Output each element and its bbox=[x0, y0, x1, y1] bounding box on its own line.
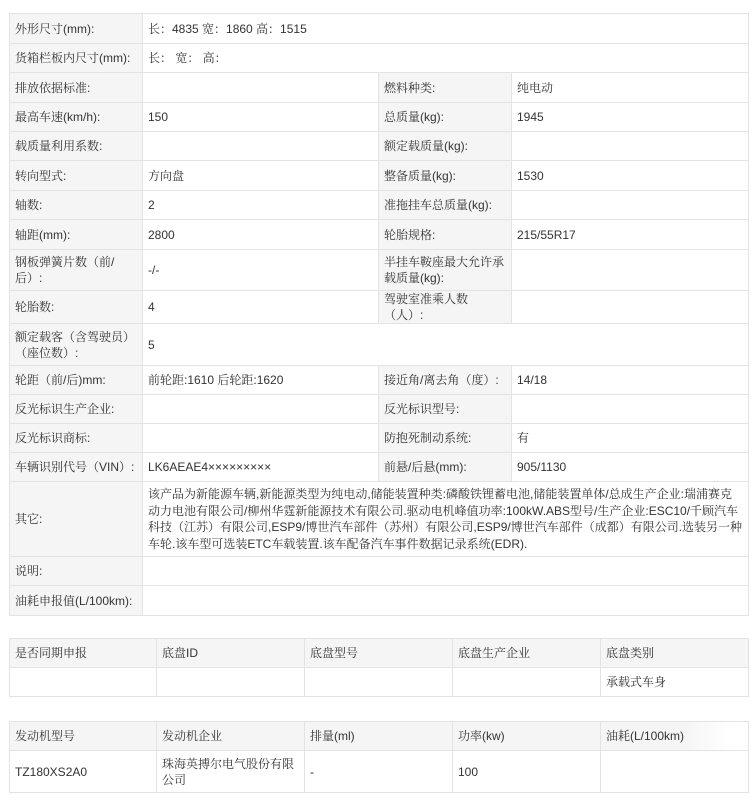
spec-value: 长：4835 宽：1860 高：1515 bbox=[143, 14, 749, 44]
chassis-header-chassis-id: 底盘ID bbox=[157, 639, 305, 668]
spec-value bbox=[143, 73, 379, 103]
spec-value: 4 bbox=[143, 291, 379, 324]
spec-row bbox=[10, 161, 749, 191]
engine-header-displacement: 排量(ml) bbox=[305, 722, 453, 751]
spec-label: 车辆识别代号（VIN）: bbox=[10, 453, 143, 482]
spec-label: 额定载质量(kg): bbox=[379, 132, 512, 161]
spec-label: 半挂车鞍座最大允许承载质量(kg): bbox=[379, 250, 512, 291]
spec-row bbox=[10, 73, 749, 103]
spec-label: 排放依据标准: bbox=[10, 73, 143, 103]
engine-model: TZ180XS2A0 bbox=[10, 751, 157, 793]
spec-label: 外形尺寸(mm): bbox=[10, 14, 143, 44]
spec-value bbox=[512, 191, 749, 220]
spec-value bbox=[512, 132, 749, 161]
chassis-data-row bbox=[10, 668, 749, 697]
spec-value: -/- bbox=[143, 250, 379, 291]
spec-row bbox=[10, 250, 749, 291]
spec-label: 总质量(kg): bbox=[379, 103, 512, 132]
spec-row bbox=[10, 557, 749, 586]
spec-value: LK6AEAE4××××××××× bbox=[143, 453, 379, 482]
spec-value: 14/18 bbox=[512, 366, 749, 395]
spec-value bbox=[143, 557, 749, 586]
chassis-header-manufacturer: 底盘生产企业 bbox=[453, 639, 601, 668]
spec-value: 方向盘 bbox=[143, 161, 379, 191]
spec-label: 最高车速(km/h): bbox=[10, 103, 143, 132]
spec-value: 长： 宽： 高： bbox=[143, 44, 749, 73]
chassis-manufacturer bbox=[453, 668, 601, 697]
spec-row bbox=[10, 366, 749, 395]
spec-label: 整备质量(kg): bbox=[379, 161, 512, 191]
spec-row bbox=[10, 482, 749, 557]
spec-label: 前悬/后悬(mm): bbox=[379, 453, 512, 482]
spec-value bbox=[512, 250, 749, 291]
chassis-header-category: 底盘类别 bbox=[601, 639, 749, 668]
spec-value: 有 bbox=[512, 424, 749, 453]
spec-value bbox=[512, 291, 749, 324]
spec-value: 1530 bbox=[512, 161, 749, 191]
spec-row bbox=[10, 395, 749, 424]
spec-label: 其它: bbox=[10, 482, 143, 557]
engine-manufacturer: 珠海英搏尔电气股份有限公司 bbox=[157, 751, 305, 793]
spec-label: 轮胎规格: bbox=[379, 220, 512, 250]
engine-fuel-consumption bbox=[601, 751, 749, 793]
vehicle-spec-body bbox=[10, 14, 749, 616]
chassis-sync-declared bbox=[10, 668, 157, 697]
spec-row bbox=[10, 220, 749, 250]
spec-value: 215/55R17 bbox=[512, 220, 749, 250]
vehicle-spec-table bbox=[9, 13, 749, 616]
spec-value bbox=[512, 395, 749, 424]
spec-label: 轮距（前/后)mm: bbox=[10, 366, 143, 395]
spec-label: 转向型式: bbox=[10, 161, 143, 191]
engine-header-manufacturer: 发动机企业 bbox=[157, 722, 305, 751]
spec-value bbox=[143, 395, 379, 424]
chassis-category: 承载式车身 bbox=[601, 668, 749, 697]
chassis-model bbox=[305, 668, 453, 697]
spec-label: 说明: bbox=[10, 557, 143, 586]
engine-header-fuel-consumption bbox=[601, 722, 749, 751]
spec-row bbox=[10, 103, 749, 132]
spec-label: 反光标识生产企业: bbox=[10, 395, 143, 424]
spec-label: 燃料种类: bbox=[379, 73, 512, 103]
spec-row bbox=[10, 191, 749, 220]
chassis-table bbox=[9, 638, 749, 697]
spec-label: 轴距(mm): bbox=[10, 220, 143, 250]
spec-row bbox=[10, 14, 749, 44]
spec-label: 驾驶室准乘人数（人）: bbox=[379, 291, 512, 324]
engine-data-row bbox=[10, 751, 749, 793]
spec-value: 150 bbox=[143, 103, 379, 132]
engine-header-power: 功率(kw) bbox=[453, 722, 601, 751]
spec-row bbox=[10, 453, 749, 482]
spec-label: 防抱死制动系统: bbox=[379, 424, 512, 453]
chassis-header-sync-declared: 是否同期申报 bbox=[10, 639, 157, 668]
spec-label: 油耗申报值(L/100km): bbox=[10, 586, 143, 616]
spec-row bbox=[10, 324, 749, 366]
spec-value: 2 bbox=[143, 191, 379, 220]
spec-label: 接近角/离去角（度）: bbox=[379, 366, 512, 395]
spec-value: 1945 bbox=[512, 103, 749, 132]
spec-row bbox=[10, 291, 749, 324]
spec-label: 轮胎数: bbox=[10, 291, 143, 324]
spec-value: 5 bbox=[143, 324, 749, 366]
chassis-id bbox=[157, 668, 305, 697]
spec-notes: 该产品为新能源车辆,新能源类型为纯电动,储能装置种类:磷酸铁锂蓄电池,储能装置单体/总成生产企业:瑞浦赛克动力电池有限公司/柳州华霆新能源技术有限公司.驱动电机峰值功率:100kW.ABS型号/生产企业:ESC10/千顾汽车科技（江苏）有限公司,ESP9/博世汽车部件（苏州）有限公司,ESP9/博世汽车部件（成都）有限公司.选装另一种车轮.该车型可选装ETC车载装置.该车配备汽车事件数据记录系统(EDR). bbox=[143, 482, 749, 557]
engine-header-row bbox=[10, 722, 749, 751]
engine-header-fuel-consumption-text: 油耗(L/100km) bbox=[606, 729, 685, 743]
spec-row bbox=[10, 586, 749, 616]
spec-value: 纯电动 bbox=[512, 73, 749, 103]
chassis-header-chassis-model: 底盘型号 bbox=[305, 639, 453, 668]
spec-label: 钢板弹簧片数（前/后）: bbox=[10, 250, 143, 291]
spec-label: 载质量利用系数: bbox=[10, 132, 143, 161]
spec-row bbox=[10, 44, 749, 73]
engine-displacement: - bbox=[305, 751, 453, 793]
spec-label: 反光标识商标: bbox=[10, 424, 143, 453]
engine-header-model: 发动机型号 bbox=[10, 722, 157, 751]
spec-value: 前轮距:1610 后轮距:1620 bbox=[143, 366, 379, 395]
spec-value: 905/1130 bbox=[512, 453, 749, 482]
chassis-header-row bbox=[10, 639, 749, 668]
spec-label: 准拖挂车总质量(kg): bbox=[379, 191, 512, 220]
spec-value bbox=[143, 586, 749, 616]
spec-label: 反光标识型号: bbox=[379, 395, 512, 424]
engine-power: 100 bbox=[453, 751, 601, 793]
spec-value bbox=[143, 132, 379, 161]
spec-row bbox=[10, 132, 749, 161]
spec-row bbox=[10, 424, 749, 453]
spec-label: 货箱栏板内尺寸(mm): bbox=[10, 44, 143, 73]
spec-label: 轴数: bbox=[10, 191, 143, 220]
spec-value bbox=[143, 424, 379, 453]
engine-table bbox=[9, 721, 749, 793]
spec-value: 2800 bbox=[143, 220, 379, 250]
spec-label: 额定载客（含驾驶员）（座位数）: bbox=[10, 324, 143, 366]
